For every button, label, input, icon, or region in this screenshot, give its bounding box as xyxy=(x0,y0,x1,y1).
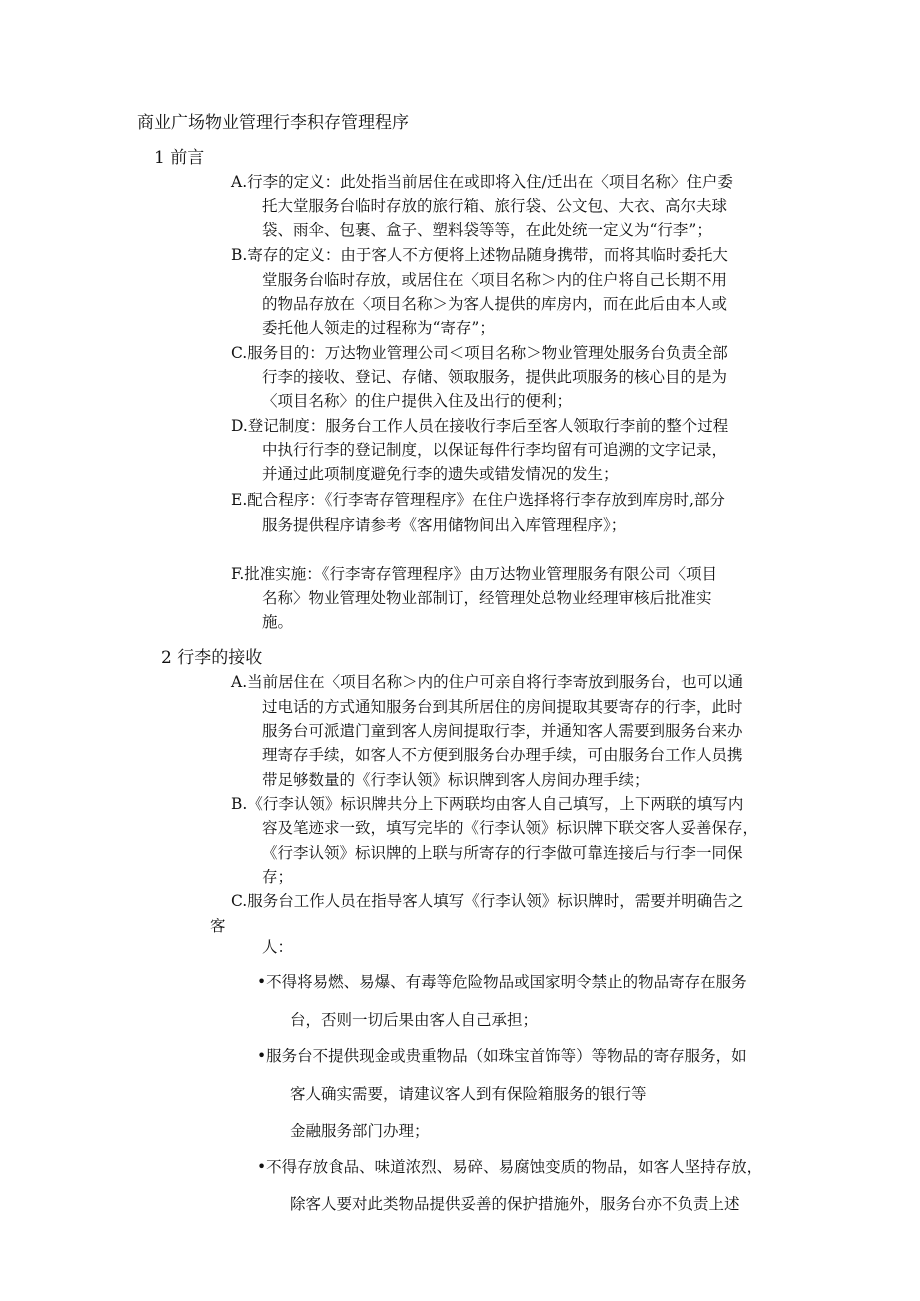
paragraph-line: 存； xyxy=(262,868,294,886)
bullet-line: •不得存放食品、味道浓烈、易碎、易腐蚀变质的物品，如客人坚持存放， xyxy=(257,1158,763,1176)
paragraph-line: 人： xyxy=(262,938,294,956)
paragraph-line: 袋、雨伞、包裹、盒子、塑料袋等等，在此处统一定义为“行李”； xyxy=(262,221,712,239)
paragraph-line: 堂服务台临时存放，或居住在〈项目名称＞内的住户将自己长期不用 xyxy=(262,271,728,289)
paragraph-line: 行李的接收、登记、存储、领取服务，提供此项服务的核心目的是为 xyxy=(262,368,728,386)
paragraph-line: 并通过此项制度避免行李的遗失或错发情况的发生； xyxy=(262,465,619,483)
paragraph-line: 的物品存放在〈项目名称＞为客人提供的库房内，而在此后由本人或 xyxy=(262,295,728,313)
paragraph-line: 过电话的方式通知服务台到其所居住的房间提取其要寄存的行李，此时 xyxy=(262,698,743,716)
paragraph-line: 《行李认领》标识牌的上联与所寄存的行李做可靠连接后与行李一同保 xyxy=(262,844,743,862)
section-1-heading: 1 前言 xyxy=(154,148,205,168)
paragraph-line: 服务提供程序请参考《客用储物间出入库管理程序》； xyxy=(262,516,627,534)
paragraph-line: 客 xyxy=(210,917,226,935)
paragraph-line: A.当前居住在〈项目名称＞内的住户可亲自将行李寄放到服务台，也可以通 xyxy=(231,673,744,691)
document-title: 商业广场物业管理行李积存管理程序 xyxy=(137,113,409,133)
paragraph-line: D.登记制度：服务台工作人员在接收行李后至客人领取行李前的整个过程 xyxy=(231,417,729,435)
paragraph-line: 除客人要对此类物品提供妥善的保护措施外，服务台亦不负责上述 xyxy=(290,1195,740,1213)
paragraph-line: 带足够数量的《行李认领》标识牌到客人房间办理手续； xyxy=(262,771,650,789)
paragraph-line: 委托他人领走的过程称为“寄存”； xyxy=(262,319,495,337)
bullet-line: •服务台不提供现金或贵重物品（如珠宝首饰等）等物品的寄存服务，如 xyxy=(257,1047,747,1065)
paragraph-line: 理寄存手续，如客人不方便到服务台办理手续，可由服务台工作人员携 xyxy=(262,746,743,764)
paragraph-line: C.服务目的：万达物业管理公司＜项目名称＞物业管理处服务台负责全部 xyxy=(231,344,728,362)
paragraph-line: 名称〉物业管理处物业部制订，经管理处总物业经理审核后批准实 xyxy=(262,589,712,607)
paragraph-line: B.《行李认领》标识牌共分上下两联均由客人自己填写，上下两联的填写内 xyxy=(231,795,744,813)
paragraph-line: 中执行行李的登记制度，以保证每件行李均留有可追溯的文字记录， xyxy=(262,441,728,459)
paragraph-line: C.服务台工作人员在指导客人填写《行李认领》标识牌时，需要并明确告之 xyxy=(231,892,744,910)
paragraph-line: 施。 xyxy=(262,613,294,631)
section-2-heading: 2 行李的接收 xyxy=(161,648,263,668)
paragraph-line: 客人确实需要，请建议客人到有保险箱服务的银行等 xyxy=(290,1085,647,1103)
paragraph-line: B.寄存的定义：由于客人不方便将上述物品随身携带，而将其临时委托大 xyxy=(231,246,728,264)
paragraph-line: 容及笔迹求一致，填写完毕的《行李认领》标识牌下联交客人妥善保存， xyxy=(262,819,759,837)
paragraph-line: 金融服务部门办理； xyxy=(290,1122,430,1140)
paragraph-line: 台，否则一切后果由客人自己承担； xyxy=(290,1011,539,1029)
paragraph-line: E.配合程序：《行李寄存管理程序》在住户选择将行李存放到库房时,部分 xyxy=(231,491,725,509)
paragraph-line: F.批准实施：《行李寄存管理程序》由万达物业管理服务有限公司〈项目 xyxy=(231,565,718,583)
paragraph-line: 〈项目名称〉的住户提供入住及出行的便利； xyxy=(262,392,573,410)
paragraph-line: 托大堂服务台临时存放的旅行箱、旅行袋、公文包、大衣、高尔夫球 xyxy=(262,197,728,215)
bullet-line: •不得将易燃、易爆、有毒等危险物品或国家明令禁止的物品寄存在服务 xyxy=(257,973,747,991)
paragraph-line: 服务台可派遣门童到客人房间提取行李，并通知客人需要到服务台来办 xyxy=(262,722,743,740)
paragraph-line: A.行李的定义：此处指当前居住在或即将入住/迁出在〈项目名称〉住户委 xyxy=(231,173,733,191)
